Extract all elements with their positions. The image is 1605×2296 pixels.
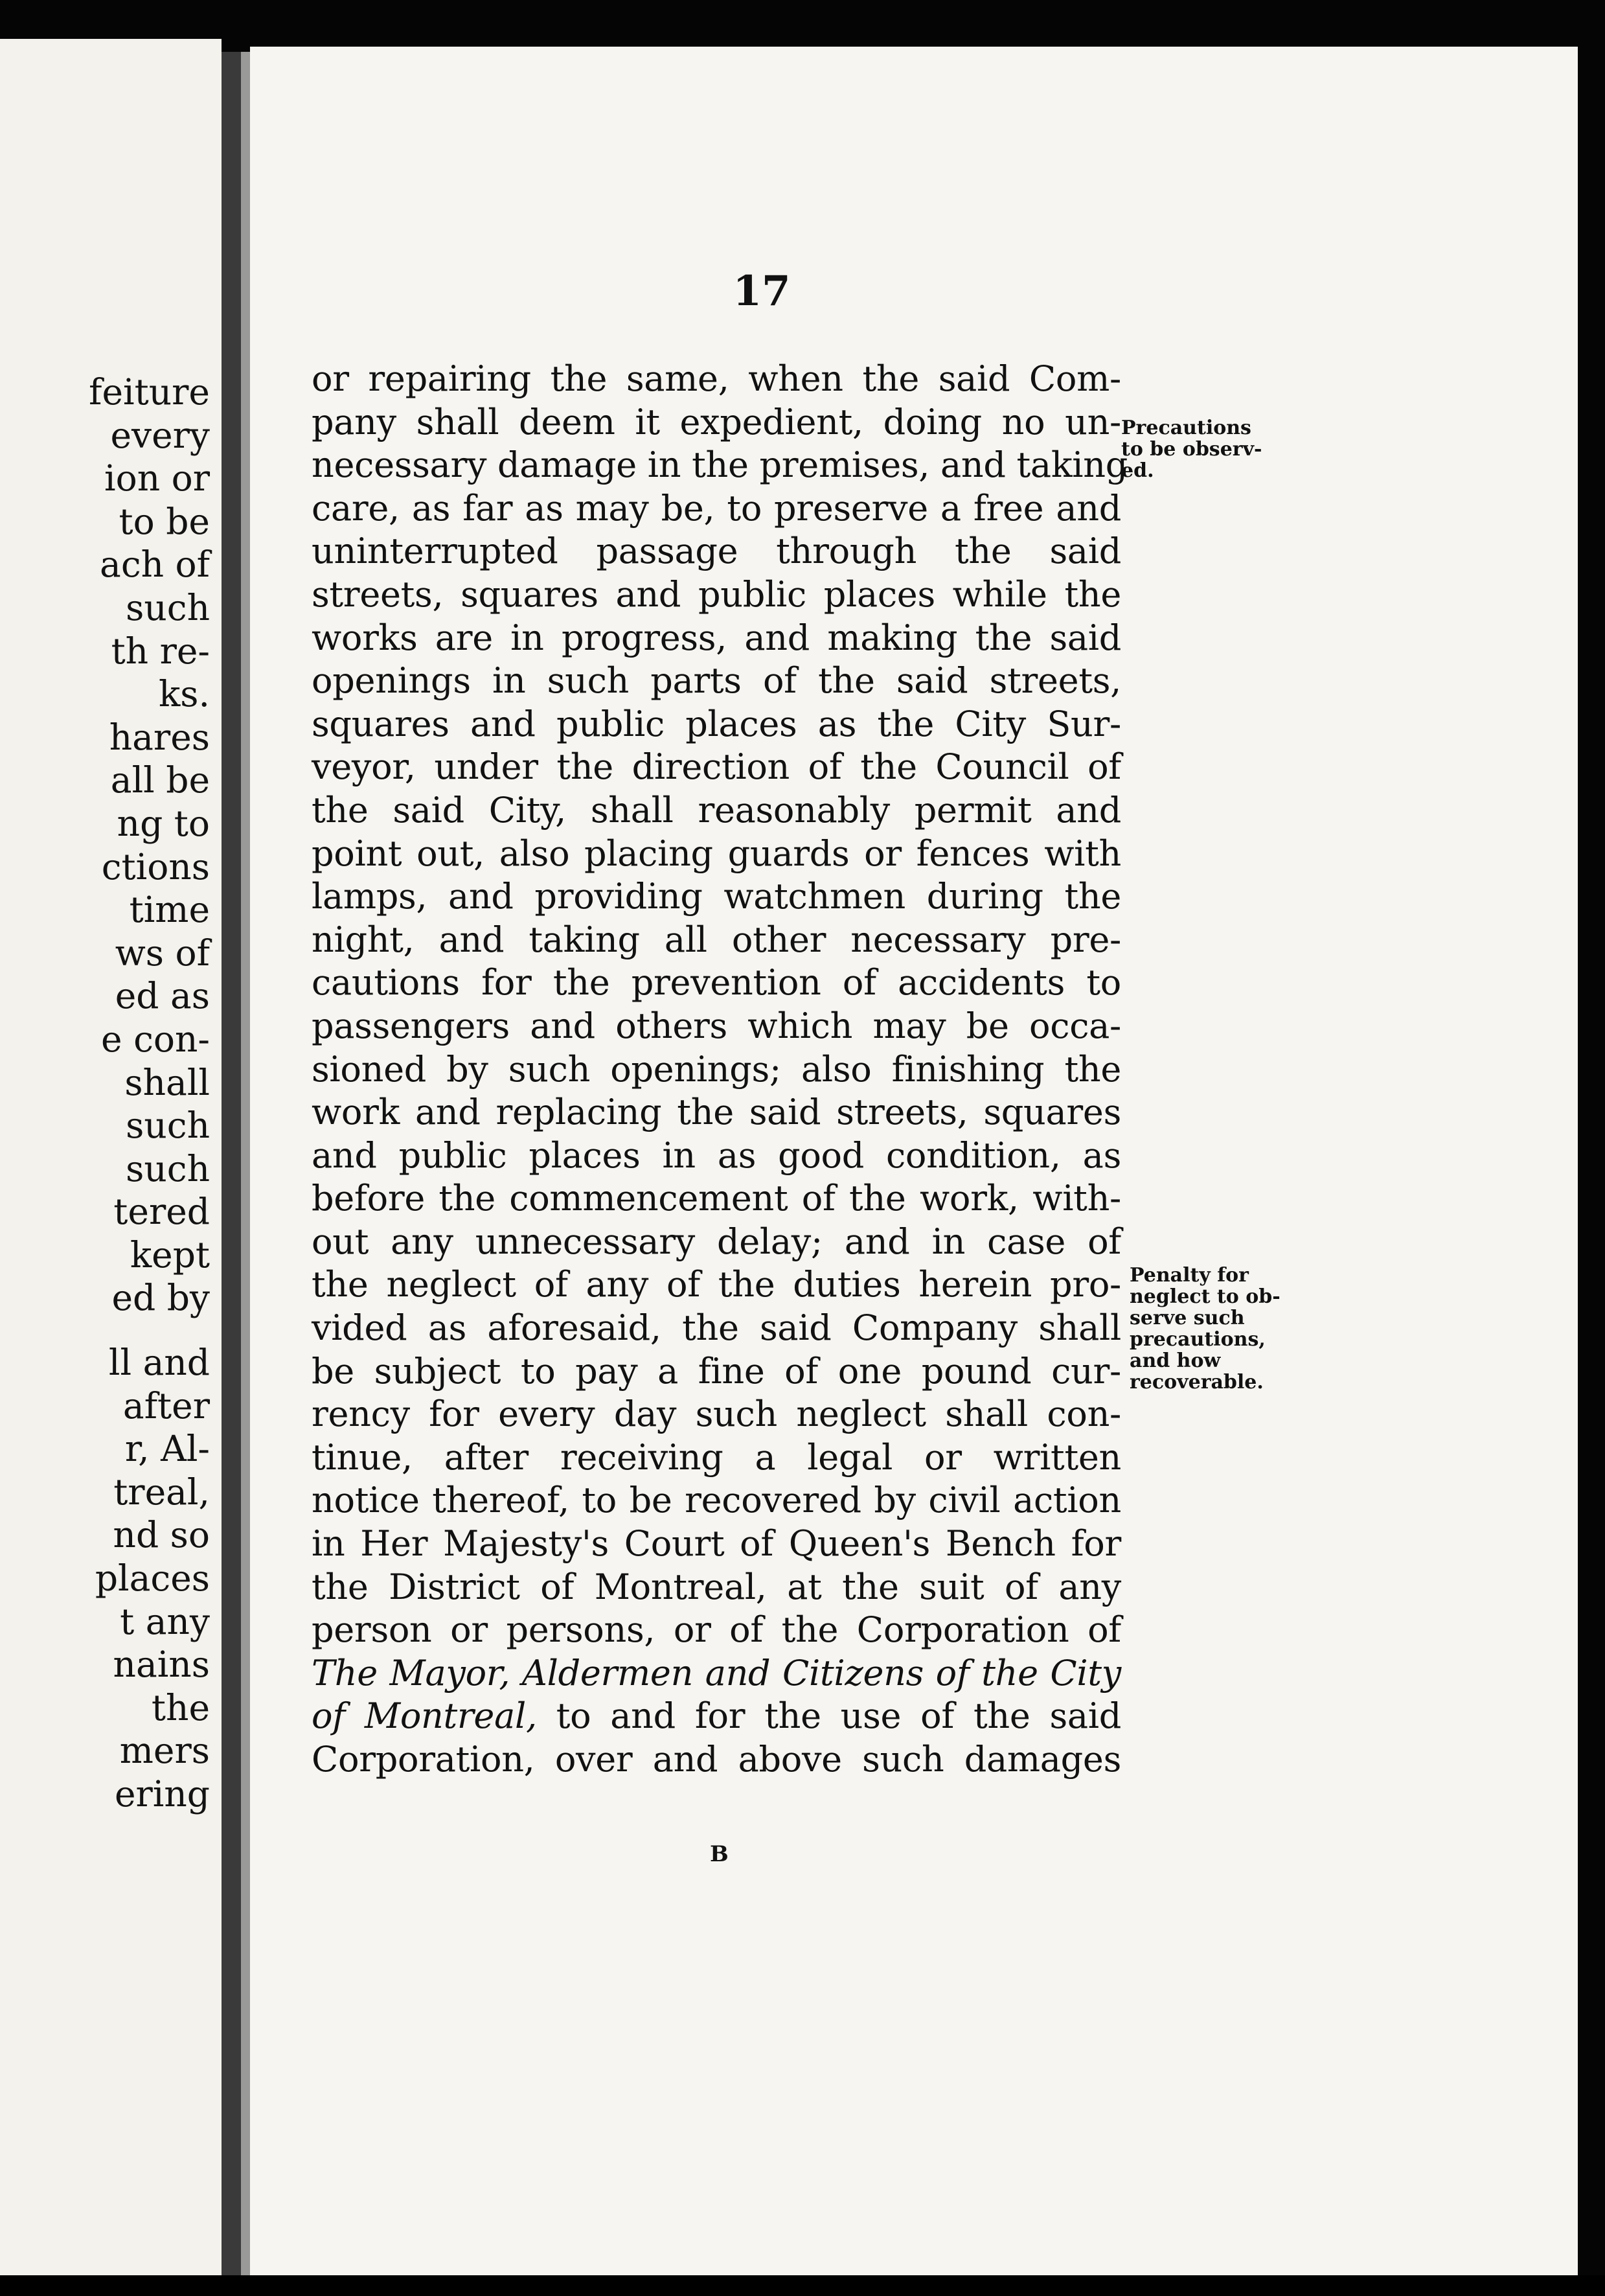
left-line: time <box>129 889 210 931</box>
book-gutter-edge <box>241 52 250 2296</box>
left-line: kept <box>130 1234 210 1276</box>
margin-note-penalty <box>1130 1265 1281 1393</box>
body-line: openings in such parts of the said streets, <box>312 660 1121 702</box>
body-line: work and replacing the said streets, squares <box>312 1092 1121 1133</box>
page-number: 17 <box>733 267 791 316</box>
left-line: places <box>95 1557 210 1600</box>
left-line: treal, <box>113 1471 210 1513</box>
left-line: nd so <box>113 1514 210 1556</box>
margin-note-line: Precautions <box>1121 417 1251 439</box>
body-line-final: Corporation, over and above such damages <box>312 1739 1121 1780</box>
body-line: passengers and others which may be occa- <box>312 1005 1121 1046</box>
left-page-fragment <box>0 39 222 2296</box>
body-line: necessary damage in the premises, and taking <box>312 444 1128 486</box>
right-page <box>250 47 1578 2275</box>
body-line: cautions for the prevention of accidents to <box>312 962 1121 1004</box>
left-line: ach of <box>100 544 210 586</box>
left-line: ed by <box>111 1277 210 1319</box>
body-line: person or persons, or of the Corporation of <box>312 1609 1121 1651</box>
margin-note-line: and how <box>1130 1349 1221 1372</box>
signature-mark: B <box>710 1841 729 1867</box>
body-line: sioned by such openings; also finishing the <box>312 1048 1121 1090</box>
body-line: uninterrupted passage through the said <box>312 531 1121 572</box>
margin-note-line: neglect to ob- <box>1130 1285 1281 1308</box>
left-line: t any <box>120 1600 210 1642</box>
left-line: e con- <box>101 1018 210 1060</box>
left-line: every <box>110 414 210 456</box>
left-line: ks. <box>158 673 210 715</box>
margin-note-precautions <box>1121 417 1262 481</box>
margin-note-line: serve such <box>1130 1307 1245 1329</box>
margin-note-line: Penalty for <box>1130 1264 1249 1287</box>
left-line: mers <box>119 1730 210 1772</box>
body-line: before the commencement of the work, with- <box>312 1178 1121 1219</box>
roman-continuation: to and for the use of the said <box>536 1695 1121 1737</box>
left-line: hares <box>109 716 210 758</box>
left-line: ering <box>114 1773 210 1815</box>
body-line: lamps, and providing watchmen during the <box>312 876 1121 917</box>
body-line: the District of Montreal, at the suit of any <box>312 1566 1121 1607</box>
body-line: or repairing the same, when the said Com- <box>312 358 1121 399</box>
left-paragraph-gap <box>89 1320 210 1341</box>
body-line: pany shall deem it expedient, doing no un- <box>312 401 1121 442</box>
left-line: such <box>126 1147 210 1189</box>
left-line: tered <box>113 1191 210 1233</box>
italic-city-name: of Montreal, <box>312 1695 537 1737</box>
left-line: th re- <box>111 630 210 672</box>
body-line-italic: The Mayor, Aldermen and Citizens of the City <box>312 1652 1121 1693</box>
book-gutter <box>222 52 241 2296</box>
left-line: all be <box>110 759 210 801</box>
body-line: streets, squares and public places while the <box>312 573 1121 615</box>
margin-note-line: recoverable. <box>1130 1371 1264 1394</box>
left-line: ws of <box>115 932 210 974</box>
left-line: ctions <box>101 845 210 888</box>
left-line: feiture <box>89 371 210 413</box>
body-line: notice thereof, to be recovered by civil action <box>312 1480 1121 1521</box>
body-line: the said City, shall reasonably permit and <box>312 789 1121 831</box>
body-line: out any unnecessary delay; and in case of <box>312 1221 1121 1262</box>
body-line: works are in progress, and making the said <box>312 617 1121 658</box>
body-line: vided as aforesaid, the said Company shall <box>312 1307 1121 1349</box>
body-line: point out, also placing guards or fences with <box>312 832 1121 874</box>
body-text <box>312 358 1128 1782</box>
body-line: be subject to pay a fine of one pound cur- <box>312 1350 1121 1392</box>
body-line-mixed <box>312 1695 1121 1738</box>
body-line: tinue, after receiving a legal or written <box>312 1436 1121 1478</box>
body-line: care, as far as may be, to preserve a free and <box>312 487 1121 529</box>
margin-note-line: precautions, <box>1130 1328 1266 1351</box>
left-line: r, Al- <box>124 1428 210 1470</box>
body-line: squares and public places as the City Sur- <box>312 703 1121 744</box>
left-line: ed as <box>115 975 210 1017</box>
body-line: and public places in as good condition, as <box>312 1134 1121 1176</box>
body-line: the neglect of any of the duties herein pro- <box>312 1264 1121 1305</box>
scan-bottom-border <box>0 2275 1605 2296</box>
body-line: night, and taking all other necessary pre- <box>312 919 1121 960</box>
left-line: to be <box>119 500 210 542</box>
left-line: shall <box>124 1061 210 1103</box>
body-line: veyor, under the direction of the Council of <box>312 746 1121 788</box>
left-line: such <box>126 586 210 628</box>
body-line: in Her Majesty's Court of Queen's Bench for <box>312 1523 1121 1565</box>
left-line: after <box>122 1384 210 1427</box>
body-line: rency for every day such neglect shall con- <box>312 1394 1121 1435</box>
left-line: the <box>151 1686 210 1728</box>
margin-note-line: ed. <box>1121 459 1154 482</box>
left-line: nains <box>113 1644 210 1686</box>
left-line: ion or <box>104 457 210 499</box>
left-page-text <box>89 371 210 1816</box>
left-line: such <box>126 1105 210 1147</box>
margin-note-line: to be observ- <box>1121 438 1262 461</box>
left-line: ng to <box>117 802 210 844</box>
left-line: ll and <box>108 1342 210 1384</box>
